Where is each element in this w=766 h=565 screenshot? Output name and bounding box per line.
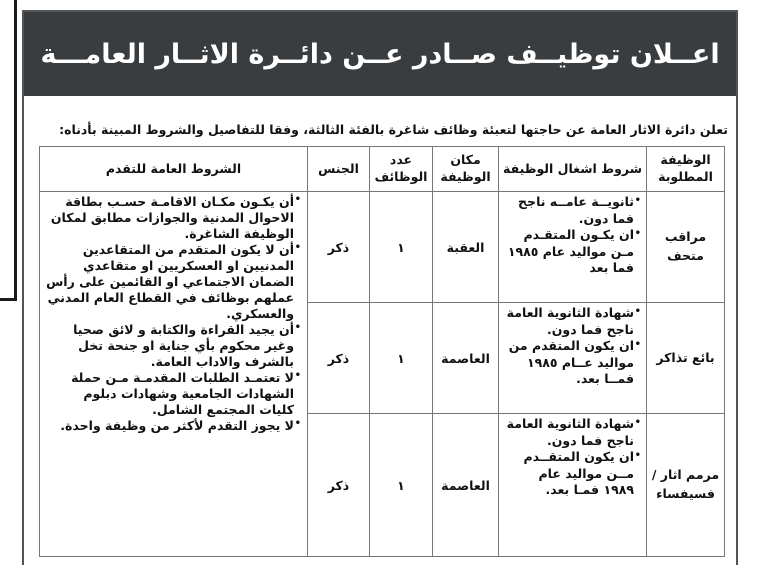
general-condition-item: • لا يجوز التقدم لأكثر من وظيفة واحدة. — [46, 418, 301, 434]
condition-item: • ان يكون المتقــدم مــن مواليد عام ١٩٨٩ فمـا بعد. — [504, 449, 641, 499]
header-location: مكان الوظيفة — [433, 147, 499, 192]
job-count: ١ — [370, 303, 433, 414]
intro-text: تعلن دائرة الاثار العامة عن حاجتها لتعبئة وظائف شاغرة بالفئة الثالثة، وفقا للتفاصيل والشروط المبينة بأدناه: — [59, 122, 728, 137]
job-location: العقبة — [433, 192, 499, 303]
adjacent-ad-frame — [0, 0, 17, 301]
job-location: العاصمة — [433, 414, 499, 557]
general-conditions — [40, 192, 308, 557]
job-title: بائع تذاكر — [647, 303, 725, 414]
job-conditions — [499, 303, 647, 414]
table-row — [40, 192, 725, 303]
condition-item: • ثانويــة عامــه ناجح فما دون. — [504, 194, 641, 227]
job-gender: ذكر — [308, 303, 370, 414]
condition-item: • شهادة الثانوية العامة ناجح فما دون. — [504, 305, 641, 338]
header-general-conditions: الشروط العامة للتقدم — [40, 147, 308, 192]
job-title: مراقب متحف — [647, 192, 725, 303]
job-title: مرمم اثار / فسيفساء — [647, 414, 725, 557]
job-count: ١ — [370, 192, 433, 303]
announcement-title: اعــلان توظيــف صــادر عــن دائــرة الاثــار العامـــة — [40, 38, 720, 70]
general-condition-item: • أن يكـون مكـان الاقامـة حسـب بطاقة الاحوال المدنية والجوازات مطابق لمكان الوظيفة الشاغرة. — [46, 194, 301, 242]
general-condition-item: • أن يجيد القراءة والكتابة و لائق صحيا وغير محكوم بأي جناية او جنحة تخل بالشرف والاداب العامة. — [46, 322, 301, 370]
announcement-header — [24, 12, 736, 96]
condition-item: • شهادة الثانوية العامة ناجح فما دون. — [504, 416, 641, 449]
job-conditions — [499, 414, 647, 557]
job-gender: ذكر — [308, 192, 370, 303]
table-header-row — [40, 147, 725, 192]
job-location: العاصمة — [433, 303, 499, 414]
job-conditions — [499, 192, 647, 303]
jobs-table — [39, 146, 725, 557]
job-gender: ذكر — [308, 414, 370, 557]
job-count: ١ — [370, 414, 433, 557]
header-count: عدد الوظائف — [370, 147, 433, 192]
job-announcement — [22, 10, 738, 565]
header-job: الوظيفة المطلوبة — [647, 147, 725, 192]
general-condition-item: • لا تعتمـد الطلبات المقدمـة مـن حملة الشهادات الجامعية وشهادات دبلوم كليات المجتمع الشامل. — [46, 370, 301, 418]
general-condition-item: • أن لا يكون المتقدم من المتقاعدين المدنيين او العسكريين او متقاعدي الضمان الاجتماعي او القائمين على رأس عملهم بوظائف في القطاع العام المدني والعسكري. — [46, 242, 301, 322]
condition-item: • ان يكـون المتقـدم مـن مواليد عام ١٩٨٥ فما بعد — [504, 227, 641, 277]
header-conditions: شروط اشغال الوظيفة — [499, 147, 647, 192]
condition-item: • ان يكون المتقدم من مواليد عــام ١٩٨٥ فمــا بعد. — [504, 338, 641, 388]
header-gender: الجنس — [308, 147, 370, 192]
